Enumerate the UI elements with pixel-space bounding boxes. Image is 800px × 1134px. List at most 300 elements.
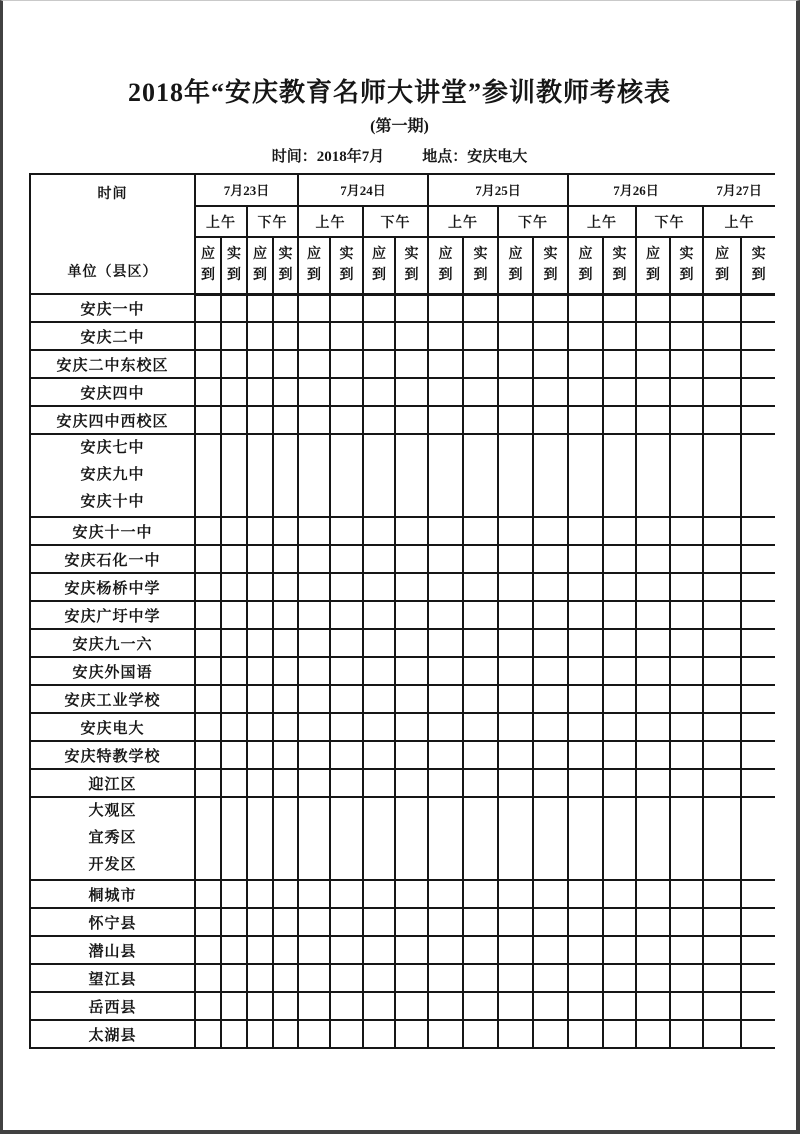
expected-header [703,237,741,294]
attendance-cell [221,629,247,657]
attendance-cell [533,992,568,1020]
attendance-cell [273,1020,298,1048]
school-name-cell [30,406,195,434]
school-row [30,517,775,545]
expected-char: 到 [715,268,730,284]
attendance-cell [741,769,775,797]
attendance-cell [498,629,533,657]
actual-header [330,237,363,294]
attendance-cell [670,713,703,741]
attendance-cell [330,378,363,406]
school-row [30,908,775,936]
school-name: 迎江区 [88,776,137,793]
school-name-cell [30,294,195,322]
attendance-cell [533,378,568,406]
attendance-cell [568,713,603,741]
actual-char: 实 [404,247,419,263]
attendance-cell [463,685,498,713]
attendance-cell [195,685,221,713]
attendance-cell [363,1020,395,1048]
attendance-cell [670,294,703,322]
actual-char: 实 [612,247,627,263]
attendance-cell [247,629,273,657]
school-row [30,545,775,573]
attendance-cell [428,601,463,629]
attendance-cell [533,322,568,350]
attendance-cell [463,573,498,601]
attendance-cell [221,406,247,434]
attendance-cell [670,601,703,629]
attendance-cell [273,378,298,406]
attendance-cell [463,713,498,741]
attendance-cell [498,741,533,769]
attendance-cell [703,629,741,657]
attendance-cell [463,378,498,406]
expected-char: 应 [253,247,267,263]
attendance-cell [568,573,603,601]
attendance-cell [221,769,247,797]
expected-char: 到 [201,268,215,284]
attendance-cell [428,545,463,573]
attendance-cell [498,294,533,322]
attendance-cell [363,378,395,406]
attendance-cell [568,964,603,992]
attendance-cell [603,545,636,573]
attendance-cell [741,713,775,741]
attendance-cell [247,741,273,769]
attendance-cell [363,573,395,601]
attendance-cell [498,1020,533,1048]
attendance-cell [498,880,533,908]
attendance-cell [298,350,330,378]
attendance-cell [670,545,703,573]
actual-char: 到 [278,268,293,284]
session-header: 下午 [636,206,703,238]
session-header: 上午 [428,206,498,238]
attendance-cell [703,294,741,322]
header-row-dates [30,174,775,206]
attendance-cell [195,601,221,629]
attendance-cell [463,936,498,964]
attendance-cell [741,573,775,601]
corner-label-time: 时间 [97,187,128,202]
attendance-cell [395,657,428,685]
attendance-cell [221,573,247,601]
attendance-cell [247,713,273,741]
attendance-cell [273,936,298,964]
date-header: 7月27日 [703,174,775,206]
school-name-cell [30,769,195,797]
attendance-cell [298,378,330,406]
expected-char: 到 [372,268,387,284]
attendance-cell [568,601,603,629]
session-location: 地点：安庆电大 [422,149,528,165]
attendance-cell [330,992,363,1020]
attendance-cell [603,713,636,741]
attendance-cell [533,629,568,657]
attendance-cell [195,434,221,517]
attendance-cell [703,741,741,769]
attendance-cell [221,713,247,741]
attendance-cell [463,601,498,629]
attendance-cell [330,545,363,573]
date-header: 7月23日 [195,174,298,206]
attendance-cell [428,517,463,545]
attendance-cell [221,797,247,880]
attendance-cell [363,350,395,378]
attendance-cell [463,769,498,797]
school-name-cell [30,629,195,657]
assessment-form [3,1,796,1130]
attendance-cell [603,434,636,517]
attendance-cell [741,964,775,992]
attendance-cell [247,1020,273,1048]
school-name-cell [30,880,195,908]
attendance-cell [247,294,273,322]
attendance-cell [636,545,670,573]
attendance-cell [498,350,533,378]
attendance-cell [221,350,247,378]
attendance-cell [636,769,670,797]
attendance-cell [363,685,395,713]
school-row [30,713,775,741]
attendance-cell [533,908,568,936]
attendance-cell [533,573,568,601]
attendance-cell [463,797,498,880]
attendance-cell [428,629,463,657]
attendance-cell [298,769,330,797]
attendance-cell [498,685,533,713]
attendance-cell [568,908,603,936]
session-header: 上午 [568,206,636,238]
attendance-cell [330,685,363,713]
attendance-cell [533,294,568,322]
expected-header [498,237,533,294]
attendance-cell [533,964,568,992]
attendance-cell [670,573,703,601]
school-name: 安庆二中 [80,329,145,346]
expected-char: 到 [307,268,322,284]
actual-char: 实 [278,247,293,263]
attendance-cell [395,629,428,657]
attendance-cell [428,880,463,908]
attendance-cell [533,517,568,545]
attendance-cell [636,322,670,350]
attendance-cell [741,434,775,517]
attendance-cell [463,964,498,992]
attendance-cell [568,936,603,964]
attendance-cell [463,657,498,685]
attendance-cell [670,936,703,964]
attendance-cell [703,936,741,964]
attendance-cell [221,936,247,964]
attendance-cell [603,517,636,545]
school-name: 安庆石化一中 [64,552,161,569]
attendance-cell [298,880,330,908]
attendance-cell [568,992,603,1020]
school-name: 安庆十中 [80,494,145,510]
attendance-cell [741,741,775,769]
attendance-cell [603,769,636,797]
attendance-cell [221,685,247,713]
attendance-cell [603,685,636,713]
attendance-cell [670,517,703,545]
attendance-cell [636,294,670,322]
attendance-cell [703,322,741,350]
actual-header [741,237,775,294]
school-name: 安庆杨桥中学 [64,580,161,597]
attendance-cell [395,322,428,350]
actual-char: 到 [751,268,766,284]
school-name: 怀宁县 [88,915,137,932]
expected-header [568,237,603,294]
date-header: 7月26日 [568,174,703,206]
attendance-cell [363,964,395,992]
attendance-cell [195,350,221,378]
attendance-cell [273,322,298,350]
actual-header [463,237,498,294]
attendance-cell [195,936,221,964]
attendance-cell [428,434,463,517]
attendance-cell [221,908,247,936]
attendance-cell [298,434,330,517]
attendance-cell [395,434,428,517]
actual-char: 到 [543,268,558,284]
attendance-cell [298,685,330,713]
expected-header [298,237,330,294]
attendance-cell [603,797,636,880]
attendance-cell [221,378,247,406]
session-time: 时间：2018年7月 [271,149,385,165]
attendance-cell [533,434,568,517]
attendance-cell [195,964,221,992]
attendance-cell [195,880,221,908]
attendance-cell [428,741,463,769]
attendance-cell [363,908,395,936]
school-name: 安庆四中 [80,385,145,402]
attendance-cell [568,685,603,713]
attendance-cell [195,322,221,350]
expected-header [363,237,395,294]
attendance-cell [741,378,775,406]
actual-char: 到 [612,268,627,284]
attendance-cell [568,657,603,685]
attendance-cell [298,964,330,992]
school-name: 太湖县 [88,1027,137,1044]
attendance-cell [568,545,603,573]
attendance-cell [741,294,775,322]
attendance-cell [463,434,498,517]
attendance-cell [395,741,428,769]
attendance-cell [533,769,568,797]
school-row [30,1020,775,1048]
attendance-cell [670,378,703,406]
attendance-cell [498,657,533,685]
attendance-cell [498,797,533,880]
school-name: 安庆二中东校区 [56,357,169,374]
corner-label-unit: 单位（县区） [67,265,158,280]
school-name: 大观区 [88,803,137,819]
attendance-cell [247,992,273,1020]
attendance-cell [195,294,221,322]
attendance-cell [330,350,363,378]
attendance-cell [636,797,670,880]
attendance-cell [363,992,395,1020]
attendance-cell [298,657,330,685]
attendance-cell [298,545,330,573]
attendance-cell [568,1020,603,1048]
attendance-cell [273,741,298,769]
attendance-cell [298,601,330,629]
school-row [30,741,775,769]
corner-header [30,174,195,294]
attendance-cell [703,964,741,992]
school-row [30,378,775,406]
school-name-cell [30,741,195,769]
attendance-cell [703,1020,741,1048]
school-row [30,880,775,908]
attendance-cell [463,517,498,545]
school-name: 岳西县 [88,999,137,1016]
attendance-cell [741,517,775,545]
attendance-cell [395,573,428,601]
attendance-cell [273,769,298,797]
attendance-cell [603,350,636,378]
attendance-cell [273,601,298,629]
school-name: 望江县 [88,971,137,988]
school-row [30,294,775,322]
session-header: 上午 [195,206,247,238]
school-name: 安庆四中西校区 [56,413,169,430]
attendance-cell [273,992,298,1020]
attendance-cell [195,797,221,880]
attendance-cell [428,1020,463,1048]
attendance-cell [363,294,395,322]
attendance-cell [273,573,298,601]
school-row [30,685,775,713]
attendance-cell [395,601,428,629]
attendance-cell [603,964,636,992]
school-row [30,964,775,992]
attendance-cell [363,713,395,741]
attendance-cell [298,713,330,741]
attendance-cell [247,601,273,629]
attendance-cell [247,964,273,992]
attendance-cell [428,908,463,936]
attendance-cell [636,378,670,406]
attendance-cell [703,769,741,797]
school-name: 安庆一中 [80,301,145,318]
attendance-cell [670,434,703,517]
school-name: 安庆七中 [80,440,145,456]
attendance-cell [195,741,221,769]
expected-char: 到 [438,268,453,284]
attendance-cell [741,936,775,964]
attendance-cell [670,908,703,936]
school-name: 潜山县 [88,943,137,960]
attendance-cell [498,908,533,936]
attendance-cell [298,992,330,1020]
attendance-cell [195,378,221,406]
page-title: 2018年“安庆教育名师大讲堂”参训教师考核表 [127,78,671,107]
school-name: 安庆电大 [80,720,145,737]
attendance-cell [741,322,775,350]
attendance-cell [670,629,703,657]
session-header: 上午 [298,206,363,238]
attendance-cell [247,908,273,936]
attendance-cell [428,769,463,797]
attendance-cell [363,601,395,629]
attendance-cell [741,601,775,629]
attendance-cell [498,545,533,573]
attendance-cell [636,685,670,713]
school-name-cell [30,378,195,406]
attendance-cell [298,294,330,322]
attendance-cell [703,992,741,1020]
attendance-cell [330,629,363,657]
actual-header [221,237,247,294]
attendance-cell [498,992,533,1020]
actual-char: 实 [543,247,558,263]
expected-char: 应 [715,247,730,263]
expected-char: 应 [307,247,322,263]
attendance-cell [428,992,463,1020]
attendance-cell [498,964,533,992]
attendance-cell [395,880,428,908]
attendance-cell [330,741,363,769]
attendance-cell [273,545,298,573]
attendance-cell [636,629,670,657]
expected-char: 到 [253,268,267,284]
school-name: 安庆工业学校 [64,692,161,709]
attendance-cell [221,322,247,350]
attendance-cell [636,657,670,685]
attendance-cell [395,545,428,573]
attendance-cell [498,769,533,797]
attendance-cell [247,406,273,434]
attendance-cell [247,322,273,350]
actual-char: 到 [339,268,354,284]
attendance-cell [363,769,395,797]
attendance-cell [703,797,741,880]
attendance-cell [498,517,533,545]
attendance-cell [363,657,395,685]
attendance-cell [568,741,603,769]
attendance-cell [273,880,298,908]
attendance-cell [670,406,703,434]
attendance-cell [498,601,533,629]
school-name-cell [30,992,195,1020]
attendance-cell [568,378,603,406]
attendance-cell [636,936,670,964]
attendance-cell [670,1020,703,1048]
attendance-cell [363,797,395,880]
school-row [30,601,775,629]
attendance-cell [568,406,603,434]
attendance-cell [603,406,636,434]
attendance-cell [463,908,498,936]
attendance-cell [330,964,363,992]
attendance-cell [195,406,221,434]
attendance-cell [533,880,568,908]
attendance-cell [498,713,533,741]
attendance-cell [636,880,670,908]
corner-wrap [31,175,194,293]
attendance-cell [273,964,298,992]
attendance-cell [568,434,603,517]
attendance-cell [568,517,603,545]
attendance-cell [195,908,221,936]
